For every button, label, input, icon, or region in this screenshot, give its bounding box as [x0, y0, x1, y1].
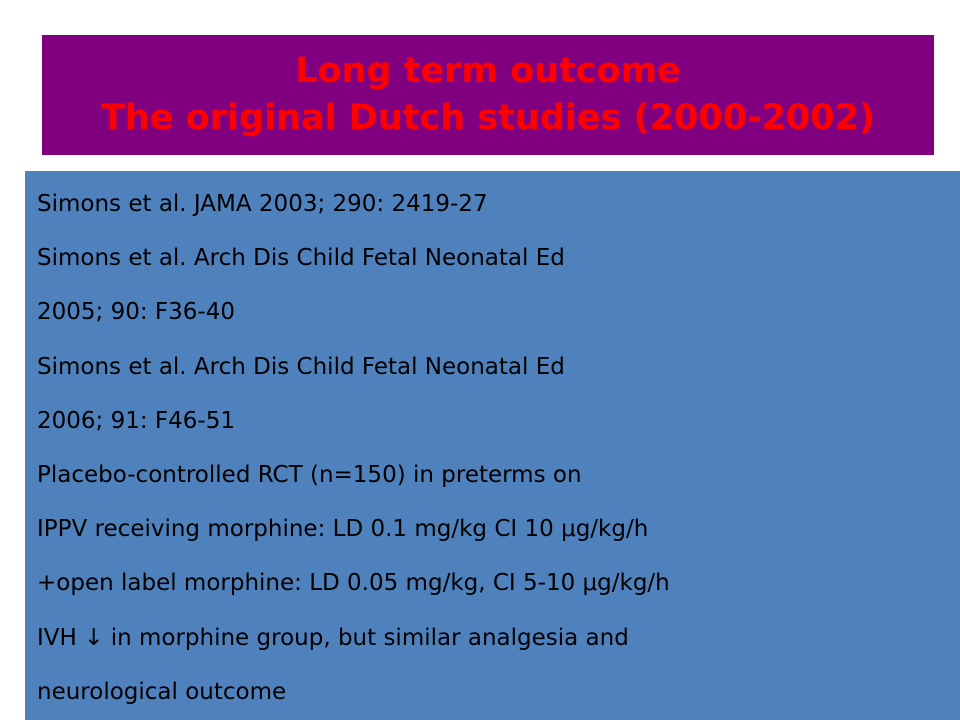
outcome-line-2: neurological outcome — [37, 678, 287, 705]
reference-line-2: Simons et al. Arch Dis Child Fetal Neonatal Ed — [37, 245, 565, 272]
reference-line-1: Simons et al. JAMA 2003; 290: 2419-27 — [37, 191, 488, 217]
reference-line-2-continued: 2005; 90: F36-40 — [37, 299, 235, 326]
dosing-line-2: +open label morphine: LD 0.05 mg/kg, CI 5-10 μg/kg/h — [37, 570, 670, 597]
dosing-line-1: IPPV receiving morphine: LD 0.1 mg/kg CI 10 μg/kg/h — [37, 516, 649, 543]
slide-title-line-2: The original Dutch studies (2000-2002) — [101, 98, 875, 138]
study-design-line: Placebo-controlled RCT (n=150) in preterms on — [37, 461, 582, 488]
reference-line-3-continued: 2006; 91: F46-51 — [37, 407, 235, 434]
content-text — [37, 177, 952, 719]
slide-title-line-1: Long term outcome — [295, 51, 681, 91]
slide-title-box — [42, 35, 934, 155]
outcome-line-1: IVH ↓ in morphine group, but similar analgesia and — [37, 624, 629, 651]
reference-line-3: Simons et al. Arch Dis Child Fetal Neonatal Ed — [37, 353, 565, 380]
slide-content-box — [25, 171, 960, 720]
